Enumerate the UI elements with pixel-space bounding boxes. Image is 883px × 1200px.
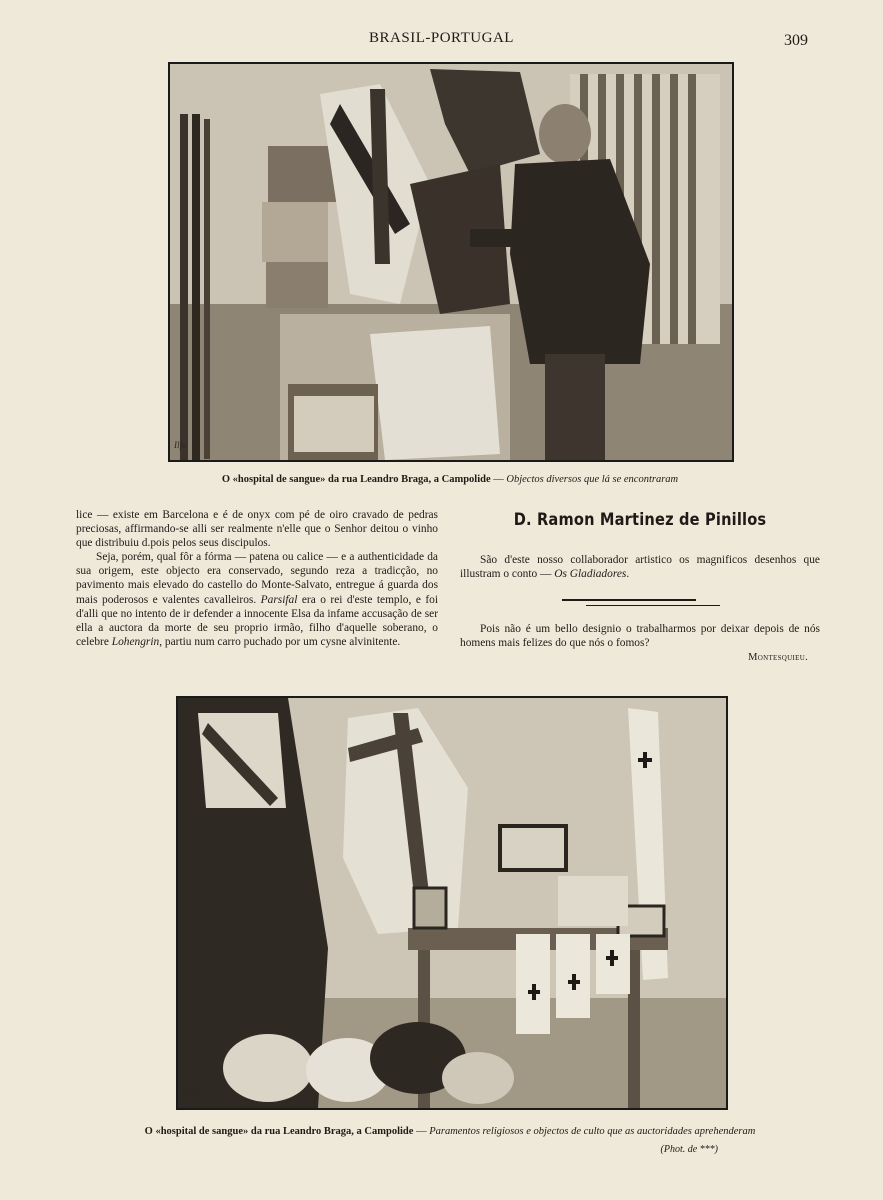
left-paragraph-2-part-c: , partiu num carro puchado por um cysne alvinitente.	[159, 635, 401, 648]
photo-bottom-caption	[40, 1126, 860, 1137]
running-title: BRASIL-PORTUGAL	[369, 30, 514, 46]
photo-bottom-image	[178, 698, 726, 1108]
quote-text: Pois não é um bello designio o trabalharmos por deixar depois de nós homens mais felizes do que nós o fomos?	[460, 623, 820, 650]
right-paragraph-1-part-a: São d'este nosso collaborador artistico os magnificos desenhos que illustram o conto —	[460, 554, 820, 581]
photo-top-image	[170, 64, 732, 460]
photo-bottom-caption-title: O «hospital de sangue» da rua Leandro Braga, a Campolide	[144, 1126, 414, 1137]
section-heading: D. Ramon Martinez de Pinillos	[513, 510, 767, 530]
photo-bottom-signature: Ilfa	[182, 1088, 195, 1098]
right-paragraph-1-part-b: .	[626, 568, 630, 581]
photo-top	[168, 62, 734, 462]
left-paragraph-2-part-b: era o rei d'este templo, e foi d'alli que no intento de ir defender a innocente Elsa da infame accusação de ser ella a auctora da morte de seu proprio irmão, filho d'aquelle soberano, o celebre	[76, 593, 439, 648]
left-paragraph-2-part-a: Seja, porém, qual fôr a fórma — patena ou calice — e a authenticidade da sua origem, este objecto era conservado, segundo reza a tradicção, no pavimento mais elevado do castello do Monte-Salvato, entregue á guarda dos mais poderosos e valentes cavalleiros.	[76, 551, 438, 606]
left-paragraph-2	[76, 550, 438, 649]
photo-top-signature: Ilfa	[174, 440, 187, 450]
page-number: 309	[784, 32, 808, 49]
photo-top-caption-title: O «hospital de sangue» da rua Leandro Braga, a Campolide	[221, 474, 491, 485]
photo-top-caption	[100, 474, 800, 485]
caption-dash: —	[490, 474, 507, 485]
left-paragraph-1: lice — existe em Barcelona e é de onyx com pé de oiro cravado de pedras preciosas, affirmando-se alli ser realmente n'elle que o Senhor deitou o vinho que distribuiu d.pois pelos seus discipulos.	[76, 509, 438, 550]
quote	[460, 622, 820, 650]
caption-dash: —	[413, 1126, 430, 1137]
photo-credit: (Phot. de ***)	[660, 1144, 718, 1155]
photo-bottom-caption-description: Paramentos religiosos e objectos de culto que as auctoridades aprehenderam	[429, 1126, 756, 1137]
divider-rule-1	[562, 599, 696, 601]
right-column	[460, 553, 820, 581]
divider-rule-2	[586, 605, 720, 606]
right-paragraph-1	[460, 553, 820, 581]
left-column	[76, 508, 438, 649]
photo-bottom	[176, 696, 728, 1110]
story-title: Os Gladiadores	[554, 568, 627, 581]
photo-top-caption-description: Objectos diversos que lá se encontraram	[506, 474, 679, 485]
name-lohengrin: Lohengrin	[111, 635, 160, 648]
quote-attribution: Montesquieu.	[748, 652, 808, 663]
name-parsifal: Parsifal	[260, 593, 298, 606]
